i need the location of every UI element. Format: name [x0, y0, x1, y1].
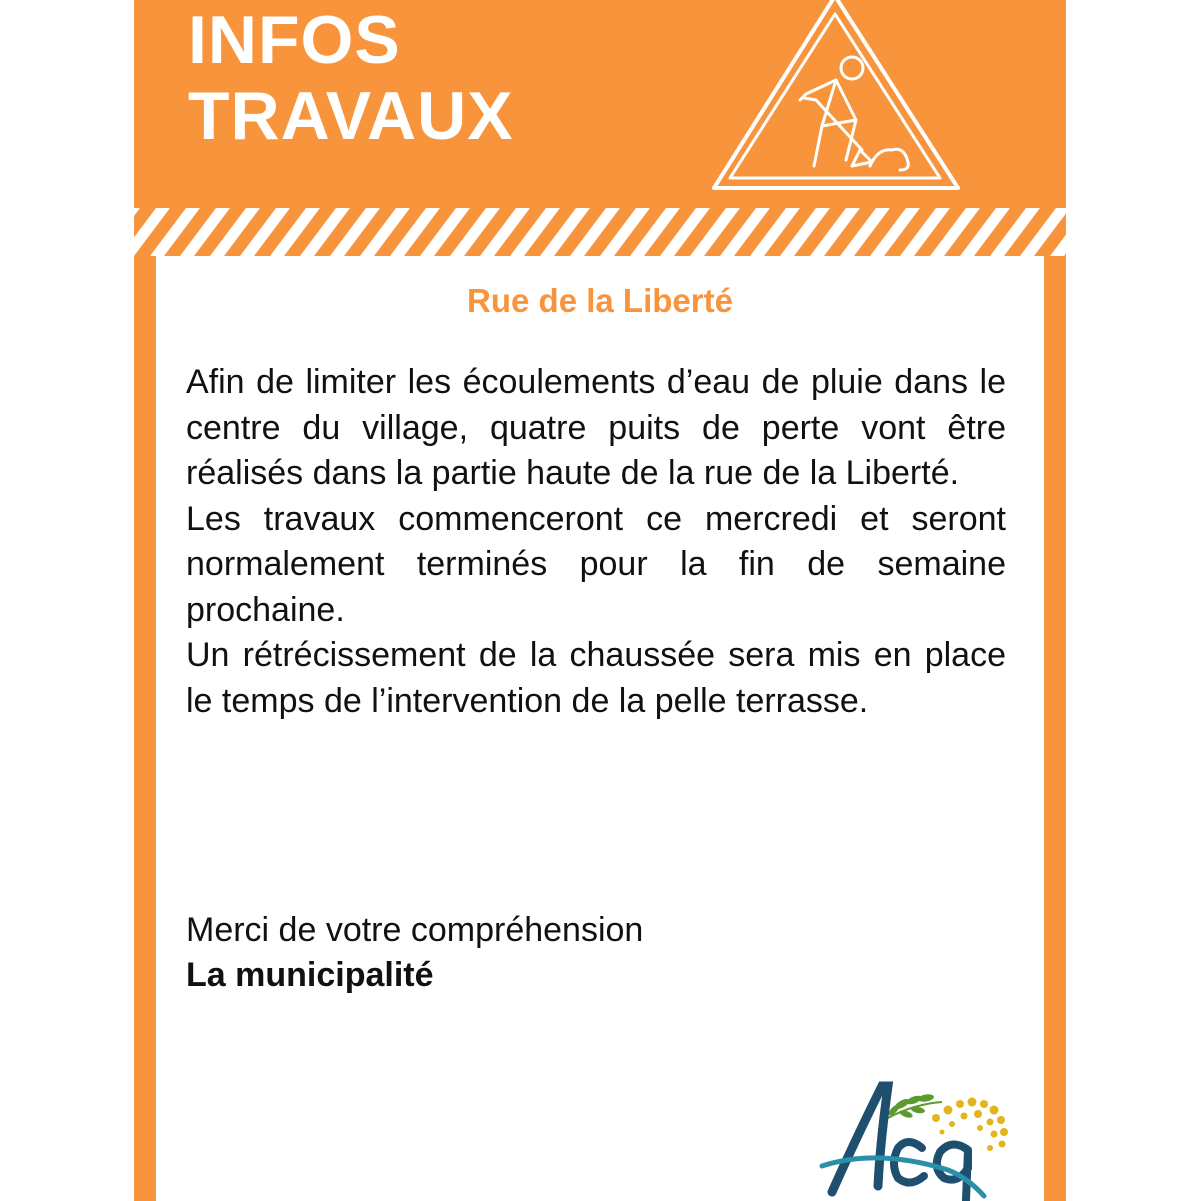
notice-paragraph: Les travaux commenceront ce mercredi et seront normalement terminés pour la fin de semaine prochaine. [186, 499, 1006, 629]
closing-block [186, 908, 643, 998]
street-title: Rue de la Liberté [467, 282, 733, 319]
notice-paragraph: Un rétrécissement de la chaussée sera mis en place le temps de l’intervention de la pelle terrasse. [186, 636, 1006, 720]
title-line-2: TRAVAUX [188, 78, 514, 154]
notice-paragraph: Afin de limiter les écoulements d’eau de pluie dans le centre du village, quatre puits de perte vont être réalisés dans la partie haute de la rue de la Liberté. [186, 363, 1006, 492]
header-banner [134, 0, 1066, 210]
left-border [134, 256, 156, 1201]
signature-text: La municipalité [186, 956, 434, 994]
right-border [1044, 256, 1066, 1201]
notice-body [186, 360, 1006, 724]
roadworks-sign-icon [710, 0, 962, 196]
hazard-stripes [134, 208, 1066, 256]
notice-poster [134, 0, 1066, 1201]
acq-logo-icon [818, 1074, 1008, 1201]
title-line-1: INFOS [188, 2, 401, 78]
thanks-text: Merci de votre compréhension [186, 911, 644, 949]
